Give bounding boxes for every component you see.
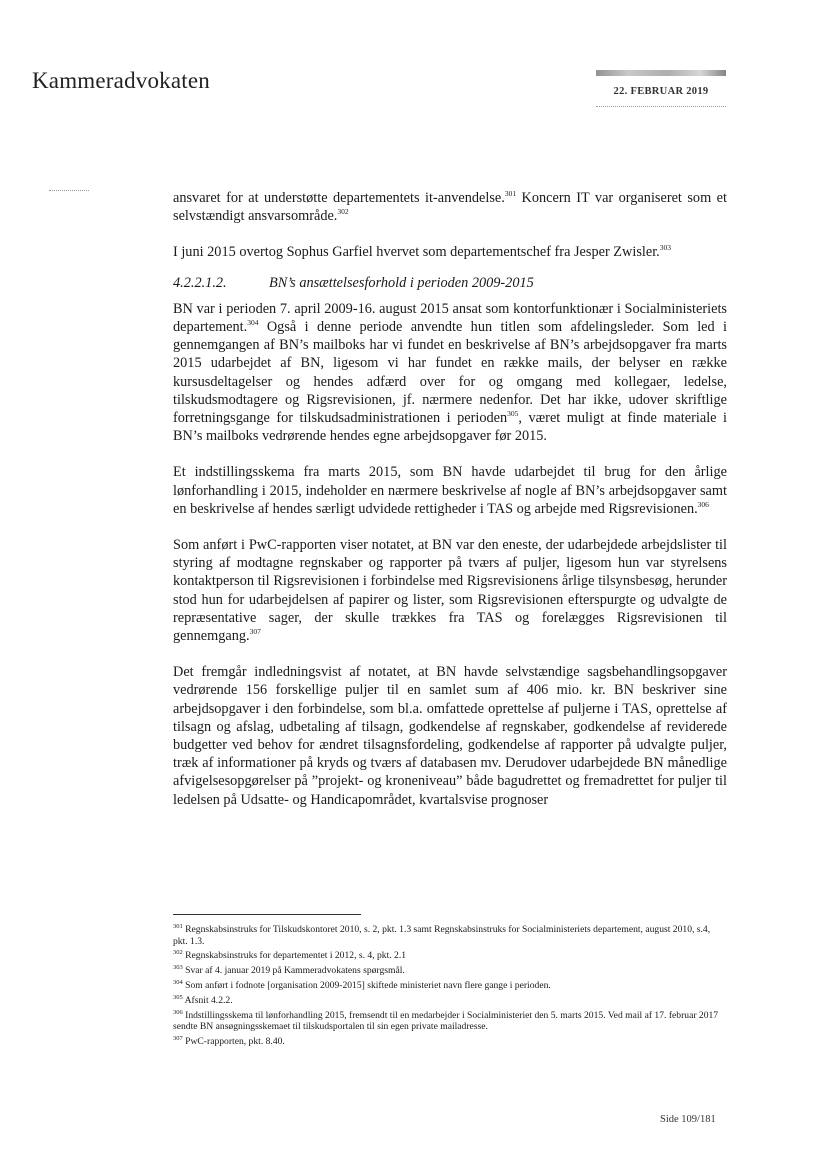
- footnote-number: 306: [173, 1008, 183, 1016]
- text: Også i denne periode anvendte hun titlen som afdelingsleder. Som led i gennemgangen af BN’s mailboks har vi fundet en beskrivelse af BN’s arbejdsopgaver fra marts 2015 udarbejdet af BN, ligesom vi har fundet en række mails, der belyser en række kursusdeltagelser og hendes adfærd over for og omgang med kollegaer, ledelse, tilskudsmodtagere og Rigsrevisionen, jf. nærmere nedenfor. Det har ikke, udover skriftlige forretningsgange for tilskudsadministrationen i perioden: [173, 319, 727, 427]
- footnote-number: 304: [173, 978, 183, 986]
- text: ansvaret for at understøtte departementets it-anvendelse.: [173, 190, 505, 206]
- footnote-307: [173, 1033, 727, 1048]
- footnote-text: Indstillingsskema til lønforhandling 2015, fremsendt til en medarbejder i Socialministeriet den 5. marts 2015. Ved mail af 17. februar 2017 sendte BN ansøgningsskemaet til tilskudsportalen til sin egen private mailadresse.: [173, 1009, 719, 1033]
- footnote-text: PwC-rapporten, pkt. 8.40.: [182, 1036, 285, 1048]
- footnote-text: Afsnit 4.2.2.: [182, 994, 233, 1006]
- footnote-ref[interactable]: 307: [249, 627, 261, 637]
- section-title: BN’s ansættelsesforhold i perioden 2009-2015: [269, 274, 534, 291]
- paragraph-3: [173, 300, 727, 446]
- footnote-text: Regnskabsinstruks for Tilskudskontoret 2010, s. 2, pkt. 1.3 samt Regnskabsinstruks for Socialministeriets departement, august 2010, s.4, pkt. 1.3.: [173, 924, 711, 947]
- footnote-text: Svar af 4. januar 2019 på Kammeradvokatens spørgsmål.: [182, 965, 405, 977]
- footnote-302: [173, 947, 727, 962]
- text: Som anført i PwC-rapporten viser notatet, at BN var den eneste, der udarbejdede arbejdslister til styring af modtagne regnskaber og rapporter på tværs af puljer, ligesom hun var styrelsens kontaktperson til Rigsrevisionen i forbindelse med Rigsrevisionens årlige tilsynsbesøg, herunder stod hun for udarbejdelsen af papirer og lister, som Rigsrevisionen efterspurgte og udvalgte de repræsentative sager, der skulle trækkes fra TAS og forelægges Rigsrevisionen til gennemgang.: [173, 537, 727, 645]
- footnote-text: Som anført i fodnote [organisation 2009-2015] skiftede ministeriet navn flere gange i perioden.: [182, 980, 551, 992]
- text: , været muligt at finde materiale i BN’s mailboks vedrørende hendes egne arbejdsopgaver før 2015.: [173, 410, 727, 445]
- footnote-ref[interactable]: 304: [247, 318, 259, 328]
- margin-marker: [49, 190, 89, 191]
- page-number: Side 109/181: [660, 1114, 716, 1125]
- text: Det fremgår indledningsvist af notatet, at BN havde selvstændige sagsbehandlingsopgaver vedrørende 156 forskellige puljer til en samlet sum af 406 mio. kr. BN beskriver sine arbejdsopgaver i den forbindelse, som bl.a. omfattede oprettelse af puljerne i TAS, oprettelse af tilsagn og afslag, udbetaling af tilsagn, godkendelse af regnskaber, godkendelse af reviderede budgetter ved behov for ændret tilsagnsfordeling, godkendelse af rapporter på udvalgte puljer, træk af informationer på kryds og tværs af databasen mv. Derudover udarbejdede BN månedlige afvigelsesopgørelser på ”projekt- og kroneniveau” både bagudrettet og fremadrettet for puljer til ledelsen på Udsatte- og Handicapområdet, kvartalsvise prognoser: [173, 664, 727, 808]
- text: Et indstillingsskema fra marts 2015, som BN havde udarbejdet til brug for den årlige lønforhandling i 2015, indeholder en nærmere beskrivelse af nogle af BN’s arbejdsopgaver samt en beskrivelse af hendes særligt udvidede rettigheder i TAS og arbejde med Rigsrevisionen.: [173, 464, 727, 517]
- document-date: 22. FEBRUAR 2019: [613, 86, 709, 97]
- footnote-ref[interactable]: 303: [659, 243, 672, 253]
- footnote-305: [173, 992, 727, 1007]
- text: I juni 2015 overtog Sophus Garfiel hvervet som departementschef fra Jesper Zwisler.: [173, 244, 660, 261]
- footnote-301: [173, 921, 727, 947]
- footnote-text: Regnskabsinstruks for departementet i 2012, s. 4, pkt. 2.1: [182, 950, 407, 962]
- decorative-bar: [596, 70, 726, 76]
- footnote-number: 302: [173, 949, 183, 957]
- document-body: [173, 189, 727, 827]
- footnote-ref[interactable]: 306: [697, 500, 709, 510]
- footnote-number: 307: [173, 1034, 183, 1042]
- paragraph-2: [173, 243, 727, 261]
- footnote-ref[interactable]: 302: [337, 207, 349, 217]
- paragraph-4: [173, 463, 727, 518]
- logo-kammeradvokaten: Kammeradvokaten: [32, 68, 210, 93]
- footnote-ref[interactable]: 301: [504, 189, 517, 199]
- paragraph-1: [173, 189, 727, 225]
- date-box: [596, 70, 726, 107]
- section-heading: [173, 274, 727, 292]
- footnote-306: [173, 1007, 727, 1033]
- footnotes: [173, 921, 727, 1048]
- footnote-number: 303: [173, 964, 183, 972]
- footnote-304: [173, 977, 727, 992]
- footnote-303: [173, 962, 727, 977]
- text: Koncern IT var organiseret som et selvstændigt ansvarsområde.: [173, 190, 727, 225]
- footnote-number: 301: [173, 923, 183, 930]
- footnote-number: 305: [173, 993, 183, 1001]
- section-number: 4.2.2.1.2.: [173, 274, 227, 291]
- footnote-ref[interactable]: 305: [507, 409, 519, 419]
- paragraph-6: [173, 663, 727, 809]
- paragraph-5: [173, 536, 727, 645]
- text: BN var i perioden 7. april 2009-16. august 2015 ansat som kontorfunktionær i Socialministeriets departement.: [173, 300, 727, 336]
- footnote-separator: [173, 914, 361, 915]
- date-underline: [596, 106, 726, 107]
